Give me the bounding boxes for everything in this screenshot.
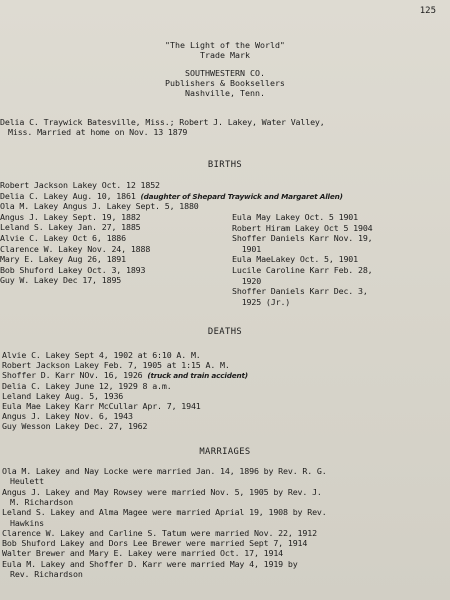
marriage-entry-continuation — [10, 476, 44, 486]
birth-entry-text: Bob Shuford Lakey Oct. 3, 1893 — [0, 264, 146, 275]
death-entry — [2, 350, 201, 360]
birth-entry — [0, 222, 141, 232]
birth-entry — [0, 201, 199, 211]
death-entry-text: Leland Lakey Aug. 5, 1936 — [2, 390, 124, 401]
birth-entry-right-text: Shoffer Daniels Karr Dec. 3, — [232, 286, 368, 297]
birth-entry-text: Clarence W. Lakey Nov. 24, 1888 — [0, 243, 151, 254]
birth-entry-text: Delia C. Lakey Aug. 10, 1861 — [0, 190, 141, 201]
marriage-entry-continuation — [10, 497, 73, 507]
page-number: 125 — [419, 6, 436, 16]
imprint-trademark: Trade Mark — [200, 50, 250, 60]
imprint-publishers: Publishers & Booksellers — [165, 78, 285, 88]
marriage-entry-text: Eula M. Lakey and Shoffer D. Karr were married May 4, 1919 by — [2, 558, 298, 569]
birth-entry-right — [232, 254, 358, 264]
imprint-company: SOUTHWESTERN CO. — [185, 68, 265, 78]
marriage-entry-text: Leland S. Lakey and Alma Magee were married Aprial 19, 1908 by Rev. — [2, 507, 327, 518]
birth-entry-text: Mary E. Lakey Aug 26, 1891 — [0, 254, 126, 265]
marriage-entry — [2, 507, 327, 517]
marriage-entry-continuation — [10, 518, 44, 528]
birth-entry-right-text: 1901 — [232, 243, 262, 254]
marriage-entry — [2, 528, 317, 538]
death-entry-text: Angus J. Lakey Nov. 6, 1943 — [2, 411, 133, 422]
marriage-entry-text: Angus J. Lakey and May Rowsey were married Nov. 5, 1905 by Rev. J. — [2, 486, 322, 497]
deaths-heading: DEATHS — [207, 327, 243, 337]
marriage-entry-continuation-text: M. Richardson — [10, 496, 73, 507]
marriage-entry — [2, 548, 283, 558]
marriage-entry — [2, 559, 298, 569]
death-entry — [2, 391, 123, 401]
imprint-city: Nashville, Tenn. — [185, 88, 265, 98]
marriages-heading: MARRIAGES — [199, 447, 251, 457]
birth-entry-right-text: Robert Hiram Lakey Oct 5 1904 — [232, 222, 373, 233]
death-entry-text: Delia C. Lakey June 12, 1929 8 a.m. — [2, 380, 172, 391]
marriage-entry-text: Walter Brewer and Mary E. Lakey were married Oct. 17, 1914 — [2, 548, 284, 559]
birth-entry — [0, 191, 343, 202]
death-entry-note: (truck and train accident) — [147, 371, 248, 381]
birth-entry — [0, 275, 121, 285]
marriage-entry — [2, 538, 307, 548]
imprint-title: "The Light of the World" — [165, 40, 285, 50]
birth-entry-right-text: Eula May Lakey Oct. 5 1901 — [232, 212, 358, 222]
marriage-entry-continuation-text: Rev. Richardson — [10, 569, 83, 579]
birth-entry-right — [232, 265, 373, 275]
death-entry-text: Guy Wesson Lakey Dec. 27, 1962 — [2, 421, 148, 432]
marriage-record-line: Delia C. Traywick Batesville, Miss.; Robert J. Lakey, Water Valley, — [0, 117, 325, 127]
birth-entry-right-text: Shoffer Daniels Karr Nov. 19, — [232, 233, 373, 244]
birth-entry-right — [232, 276, 261, 286]
birth-entry-right-text: Lucile Caroline Karr Feb. 28, — [232, 265, 373, 275]
birth-entry-text: Robert Jackson Lakey Oct. 12 1852 — [0, 180, 160, 190]
death-entry-text: Robert Jackson Lakey Feb. 7, 1905 at 1:15 A. M. — [2, 360, 230, 371]
birth-entry-right-text: 1925 (Jr.) — [232, 296, 291, 307]
births-heading: BIRTHS — [207, 160, 243, 170]
death-entry — [2, 401, 201, 411]
birth-entry-right — [232, 223, 373, 233]
birth-entry-note: (daughter of Shepard Traywick and Margaret Allen) — [140, 191, 343, 201]
birth-entry — [0, 265, 145, 275]
birth-entry-right — [232, 233, 373, 243]
marriage-entry-continuation-text: Hawkins — [10, 517, 44, 528]
marriage-entry — [2, 466, 327, 476]
death-entry — [2, 411, 133, 421]
birth-entry-right — [232, 212, 358, 222]
marriage-record-line: Miss. Married at home on Nov. 13 1879 — [8, 127, 188, 137]
death-entry-text: Shoffer D. Karr NOv. 16, 1926 — [2, 370, 148, 381]
birth-entry-right — [232, 244, 261, 254]
death-entry — [2, 421, 147, 431]
marriage-entry-continuation-text: Heulett — [10, 476, 44, 487]
birth-entry — [0, 244, 150, 254]
birth-entry-text: Ola M. Lakey Angus J. Lakey Sept. 5, 1880 — [0, 201, 199, 212]
birth-entry — [0, 180, 160, 190]
death-entry — [2, 381, 172, 391]
birth-entry-text: Angus J. Lakey Sept. 19, 1882 — [0, 211, 141, 222]
birth-entry — [0, 233, 126, 243]
marriage-entry-text: Bob Shuford Lakey and Dors Lee Brewer were married Sept 7, 1914 — [2, 538, 308, 549]
birth-entry-text: Guy W. Lakey Dec 17, 1895 — [0, 275, 122, 286]
marriage-entry-text: Ola M. Lakey and Nay Locke were married Jan. 14, 1896 by Rev. R. G. — [2, 466, 327, 476]
birth-entry — [0, 212, 141, 222]
birth-entry-right — [232, 286, 368, 296]
death-entry-text: Alvie C. Lakey Sept 4, 1902 at 6:10 A. M. — [2, 350, 201, 360]
birth-entry-right-text: 1920 — [232, 275, 262, 286]
birth-entry-right-text: Eula MaeLakey Oct. 5, 1901 — [232, 254, 358, 265]
marriage-entry — [2, 487, 322, 497]
birth-entry-right — [232, 297, 290, 307]
birth-entry — [0, 254, 126, 264]
marriage-entry-continuation — [10, 569, 83, 579]
marriage-entry-text: Clarence W. Lakey and Carline S. Tatum were married Nov. 22, 1912 — [2, 527, 317, 538]
death-entry — [2, 360, 230, 370]
birth-entry-text: Alvie C. Lakey Oct 6, 1886 — [0, 233, 126, 243]
death-entry-text: Eula Mae Lakey Karr McCullar Apr. 7, 1941 — [2, 401, 201, 411]
birth-entry-text: Leland S. Lakey Jan. 27, 1885 — [0, 222, 141, 233]
